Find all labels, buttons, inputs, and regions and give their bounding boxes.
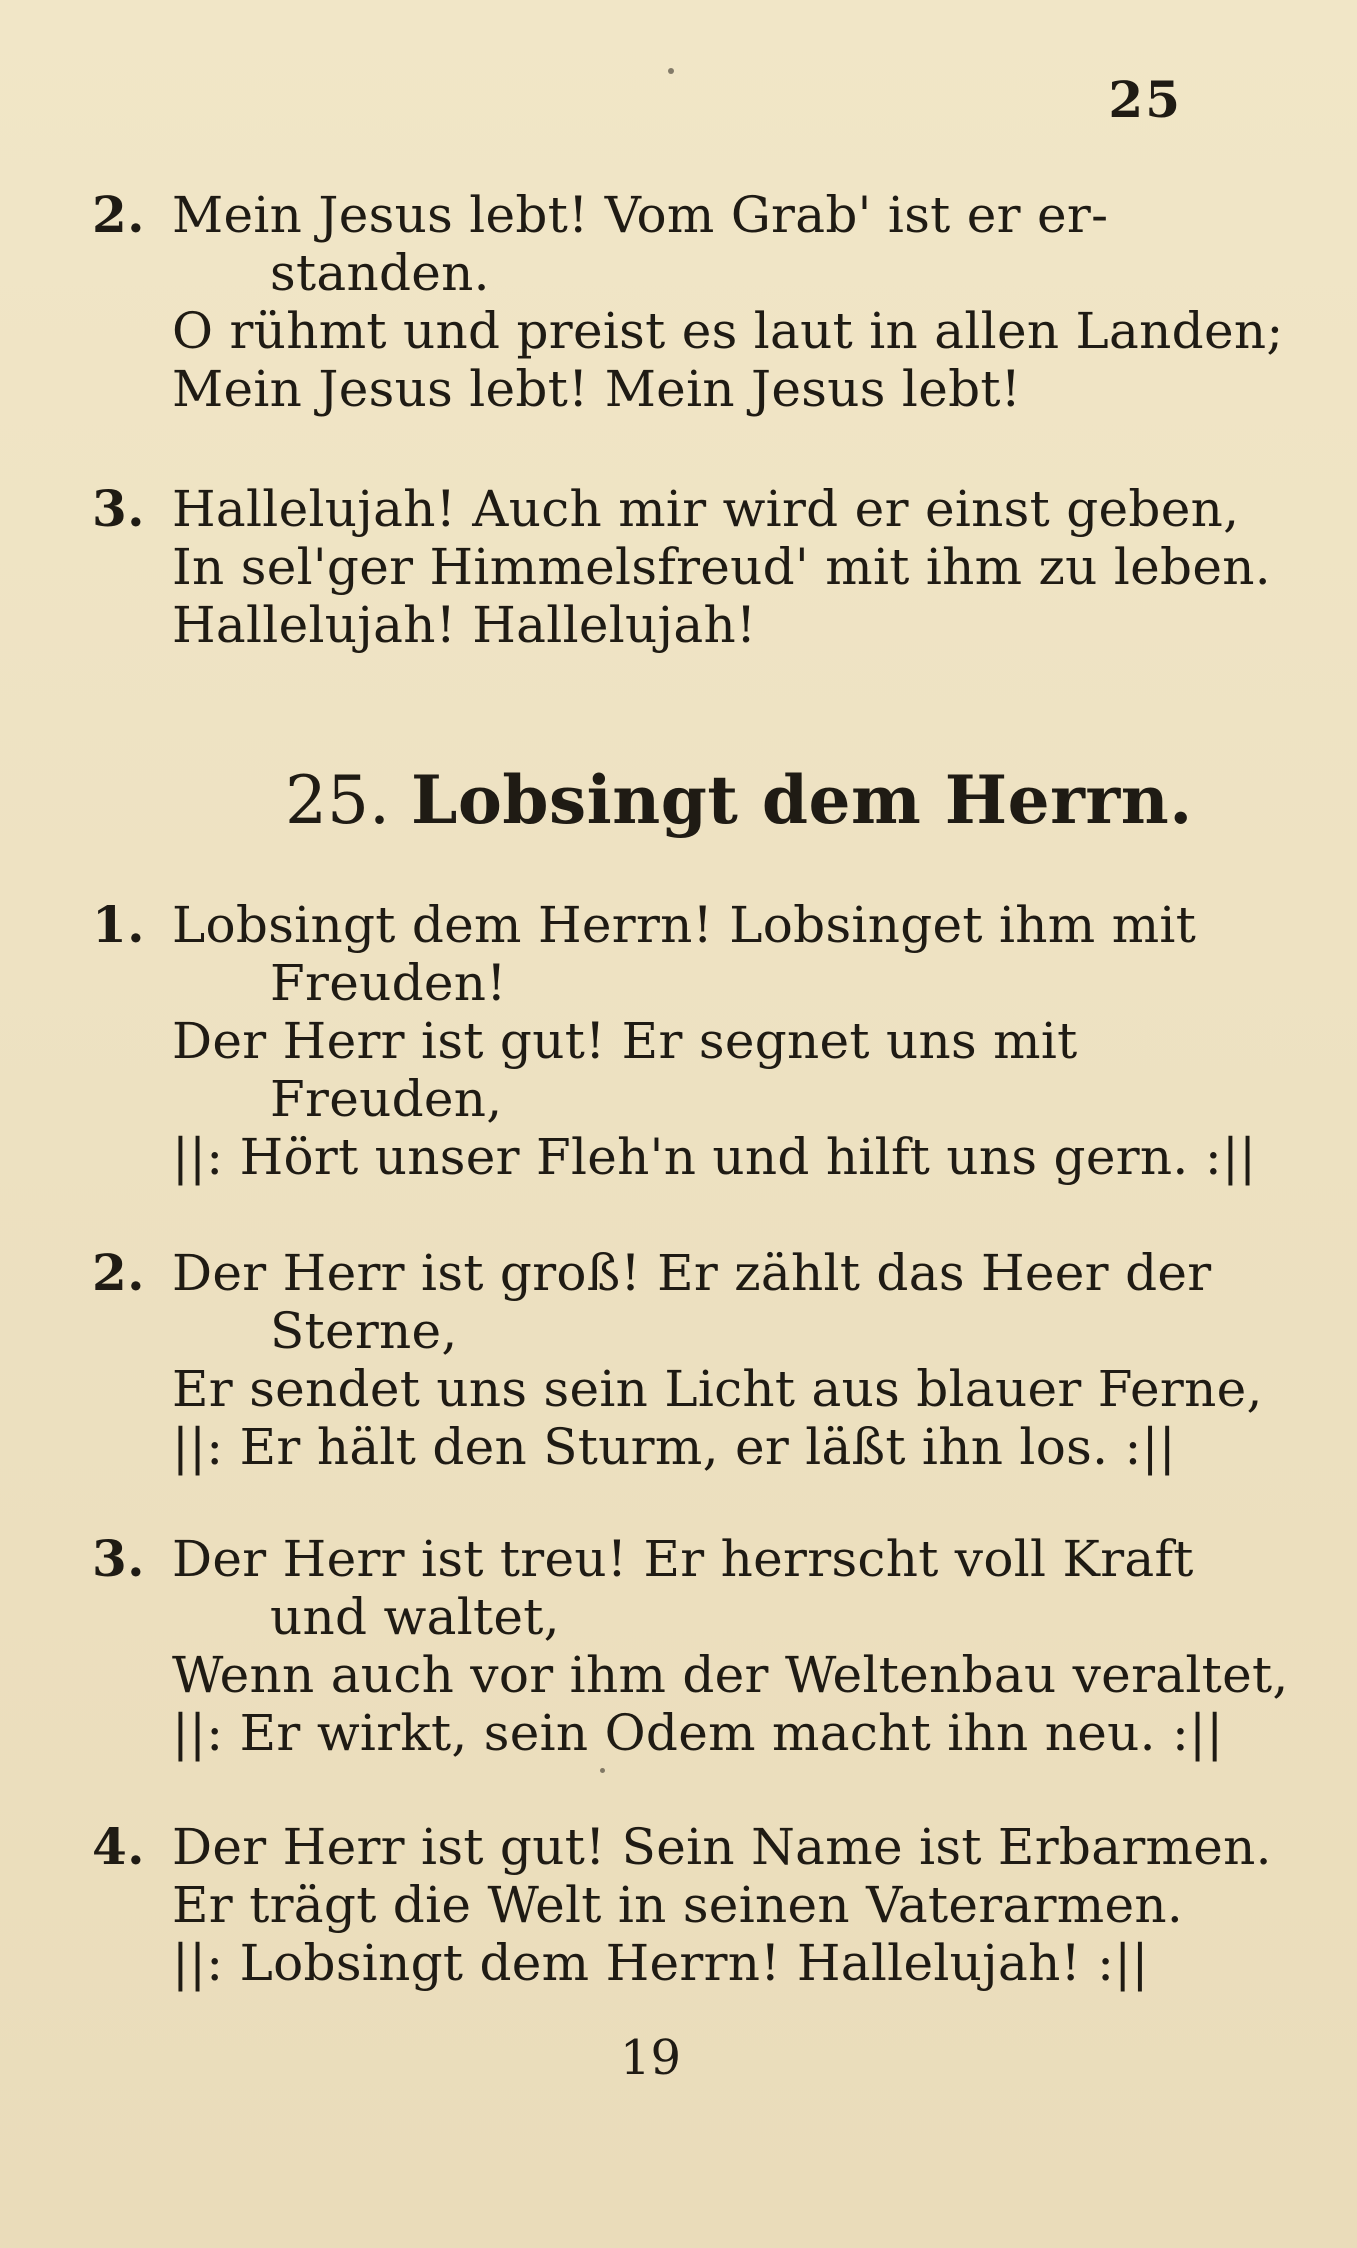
hymn-number: 25.	[285, 762, 390, 839]
stanza-line: Wenn auch vor ihm der Weltenbau veraltet,	[172, 1646, 1289, 1704]
stanza-number: 2.	[92, 1243, 145, 1302]
stanza-line: ||: Hört unser Fleh'n und hilft uns gern. :||	[172, 1128, 1257, 1186]
stanza-line: ||: Lobsingt dem Herrn! Hallelujah! :||	[172, 1934, 1149, 1992]
stanza-line: ||: Er hält den Sturm, er läßt ihn los. :||	[172, 1418, 1176, 1476]
stanza-line: Lobsingt dem Herrn! Lobsinget ihm mit	[172, 896, 1197, 954]
stanza-line: Mein Jesus lebt! Vom Grab' ist er er-	[172, 186, 1109, 244]
stanza-number: 3.	[92, 1529, 145, 1588]
stanza-line: O rühmt und preist es laut in allen Landen;	[172, 302, 1284, 360]
stanza-line: In sel'ger Himmelsfreud' mit ihm zu leben.	[172, 538, 1271, 596]
stanza-number: 4.	[92, 1817, 145, 1876]
stanza-line: Der Herr ist groß! Er zählt das Heer der	[172, 1244, 1212, 1302]
stanza-line: ||: Er wirkt, sein Odem macht ihn neu. :||	[172, 1704, 1224, 1762]
stanza-line: und waltet,	[270, 1588, 560, 1646]
stanza-number: 1.	[92, 895, 145, 954]
page-number: 25	[1108, 70, 1182, 129]
print-speck	[668, 68, 674, 74]
stanza-line: Sterne,	[270, 1302, 458, 1360]
stanza-line: Er trägt die Welt in seinen Vaterarmen.	[172, 1876, 1184, 1934]
print-speck	[600, 1768, 605, 1773]
stanza-line: Hallelujah! Hallelujah!	[172, 596, 757, 654]
stanza-line: standen.	[270, 244, 490, 302]
stanza-line: Mein Jesus lebt! Mein Jesus lebt!	[172, 360, 1022, 418]
stanza-line: Der Herr ist gut! Er segnet uns mit	[172, 1012, 1078, 1070]
stanza-line: Freuden,	[270, 1070, 503, 1128]
stanza-line: Hallelujah! Auch mir wird er einst geben,	[172, 480, 1240, 538]
stanza-line: Der Herr ist gut! Sein Name ist Erbarmen.	[172, 1818, 1272, 1876]
hymn-title-text: Lobsingt dem Herrn.	[410, 761, 1193, 839]
printer-signature: 19	[620, 2030, 682, 2086]
hymn-title	[285, 760, 1193, 841]
stanza-line: Der Herr ist treu! Er herrscht voll Kraft	[172, 1530, 1194, 1588]
stanza-number: 2.	[92, 185, 145, 244]
stanza-number: 3.	[92, 479, 145, 538]
stanza-line: Freuden!	[270, 954, 507, 1012]
stanza-line: Er sendet uns sein Licht aus blauer Ferne,	[172, 1360, 1263, 1418]
